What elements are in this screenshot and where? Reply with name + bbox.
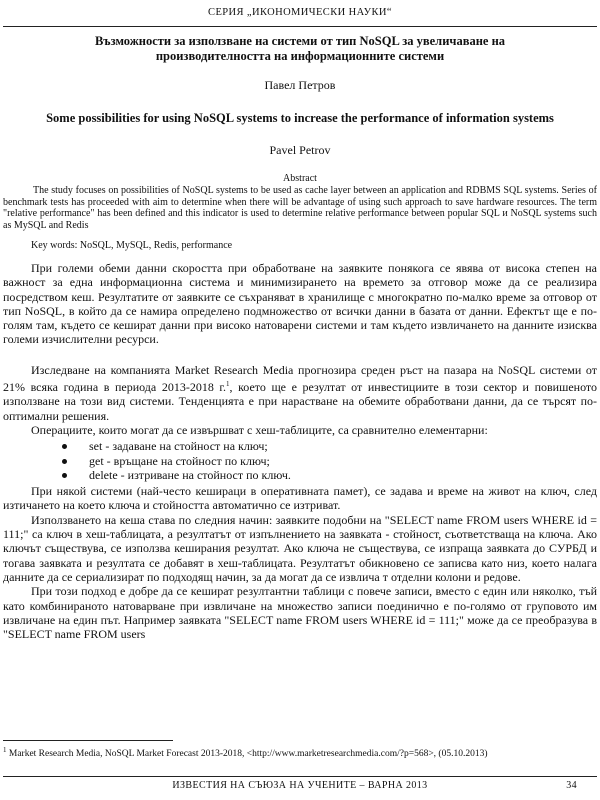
title-english: Some possibilities for using NoSQL systems to increase the performance of information systems: [46, 111, 554, 125]
body-paragraph-5: Използването на кеша става по следния начин: заявките подобни на "SELECT name FROM users WHERE id = 111;" са ключ в хеш-таблицата, а резултатът от изпълнението на заявката - стойност, съответстваща на ключа. Ако ключът съществува, се използва кеширания резултат. Ако ключа не съществува, се изпраща заявката до СУРБД и тогава заявката и резултата се добавят в хеш-таблицата. Резултатът обикновено се записва като низ, което налага данните да се сериализират по подходящ начин, за да могат да се извлича т отделни колони и редове.: [3, 512, 597, 584]
list-item: get - връщане на стойност по ключ;: [57, 454, 597, 468]
header-rule: [3, 26, 597, 27]
footnote-number: 1: [3, 746, 7, 754]
running-header: СЕРИЯ „ИКОНОМИЧЕСКИ НАУКИ“: [208, 7, 392, 18]
keywords: Key words: NoSQL, MySQL, Redis, performance: [31, 240, 233, 251]
footnote-ref: 1: [225, 380, 230, 389]
page-number: 34: [566, 780, 577, 791]
title-bulgarian: Възможности за използване на системи от тип NoSQL за увеличаване на производителността на информационните системи: [94, 34, 506, 63]
footer-journal: ИЗВЕСТИЯ НА СЪЮЗА НА УЧЕНИТЕ – ВАРНА 2013: [172, 780, 428, 791]
list-item: set - задаване на стойност на ключ;: [57, 439, 597, 453]
abstract-heading: Abstract: [283, 173, 317, 184]
footnote-text: Market Research Media, NoSQL Market Forecast 2013-2018, <http://www.marketresearchmedia.com/?p=568>, (05.10.2013): [6, 749, 488, 760]
body-paragraph-2-text-b: , което ще е резултат от инвестициите в този сектор и повишеното използване на този вид системи. Тенденцията е при нарастване на обемите обработвани данни, да се търсят по-оптимални решения.: [3, 380, 597, 423]
body-paragraph-2-text-a: Изследване на компанията Market Research Media прогнозира среден ръст на пазара на NoSQL системи от 21% всяка година в периода 2013-2018 г.: [3, 362, 597, 395]
author-english: Pavel Petrov: [269, 143, 331, 157]
body-paragraph-4: При някой системи (най-често кешираци в оперативната памет), се задава и време на живот на ключ, след изтичането на което ключа и стойността автоматично се изтриват.: [3, 484, 597, 513]
body-paragraph-1: При големи обеми данни скоростта при обработване на заявките понякога се явява от висока степен на важност за една информационна система и минимизирането на времето за отговор може да се реализира посредством кеш. Резултатите от заявките се съхраняват в хранилище с многократно по-малко време за отговор от тип NoSQL, в който да се намира определено подмножество от всички данни в базата от данни. Ефектът ще е по-голям там, където се кешират данни при високо натоварени системи и там където извличането на данните изисква големи изчислителни ресурси.: [3, 261, 597, 347]
footnote: [3, 745, 597, 761]
operations-list: [3, 439, 597, 482]
abstract-text: The study focuses on possibilities of NoSQL systems to be used as cache layer between an application and RDBMS SQL systems. Series of benchmark tests has proceeded with aim to determine when there will be advantage of using such approach to save hardware resources. The term "relative performance" has been defined and this indicator is used to determine relative performance between popular SQL и NoSQL systems such as MySQL and Redis: [3, 185, 597, 231]
author-bulgarian: Павел Петров: [264, 78, 336, 92]
footnote-separator: [3, 740, 173, 741]
body-paragraph-3: Операциите, които могат да се извършват с хеш-таблиците, са сравнително елементарни:: [31, 422, 488, 437]
body-paragraph-6: При този подход е добре да се кешират резултантни таблици с повече записи, вместо с един или няколко, тъй като комбинираното натоварване при извличане на множество записи поединично е по-голямо от груповото им извличане на един път. Например заявката "SELECT name FROM users WHERE id = 111;" може да се преобразува в "SELECT name FROM users: [3, 584, 597, 642]
body-paragraph-2: [3, 363, 597, 423]
footer-rule: [3, 776, 597, 777]
list-item: delete - изтриване на стойност по ключ.: [57, 468, 597, 482]
page-content: [3, 32, 597, 641]
